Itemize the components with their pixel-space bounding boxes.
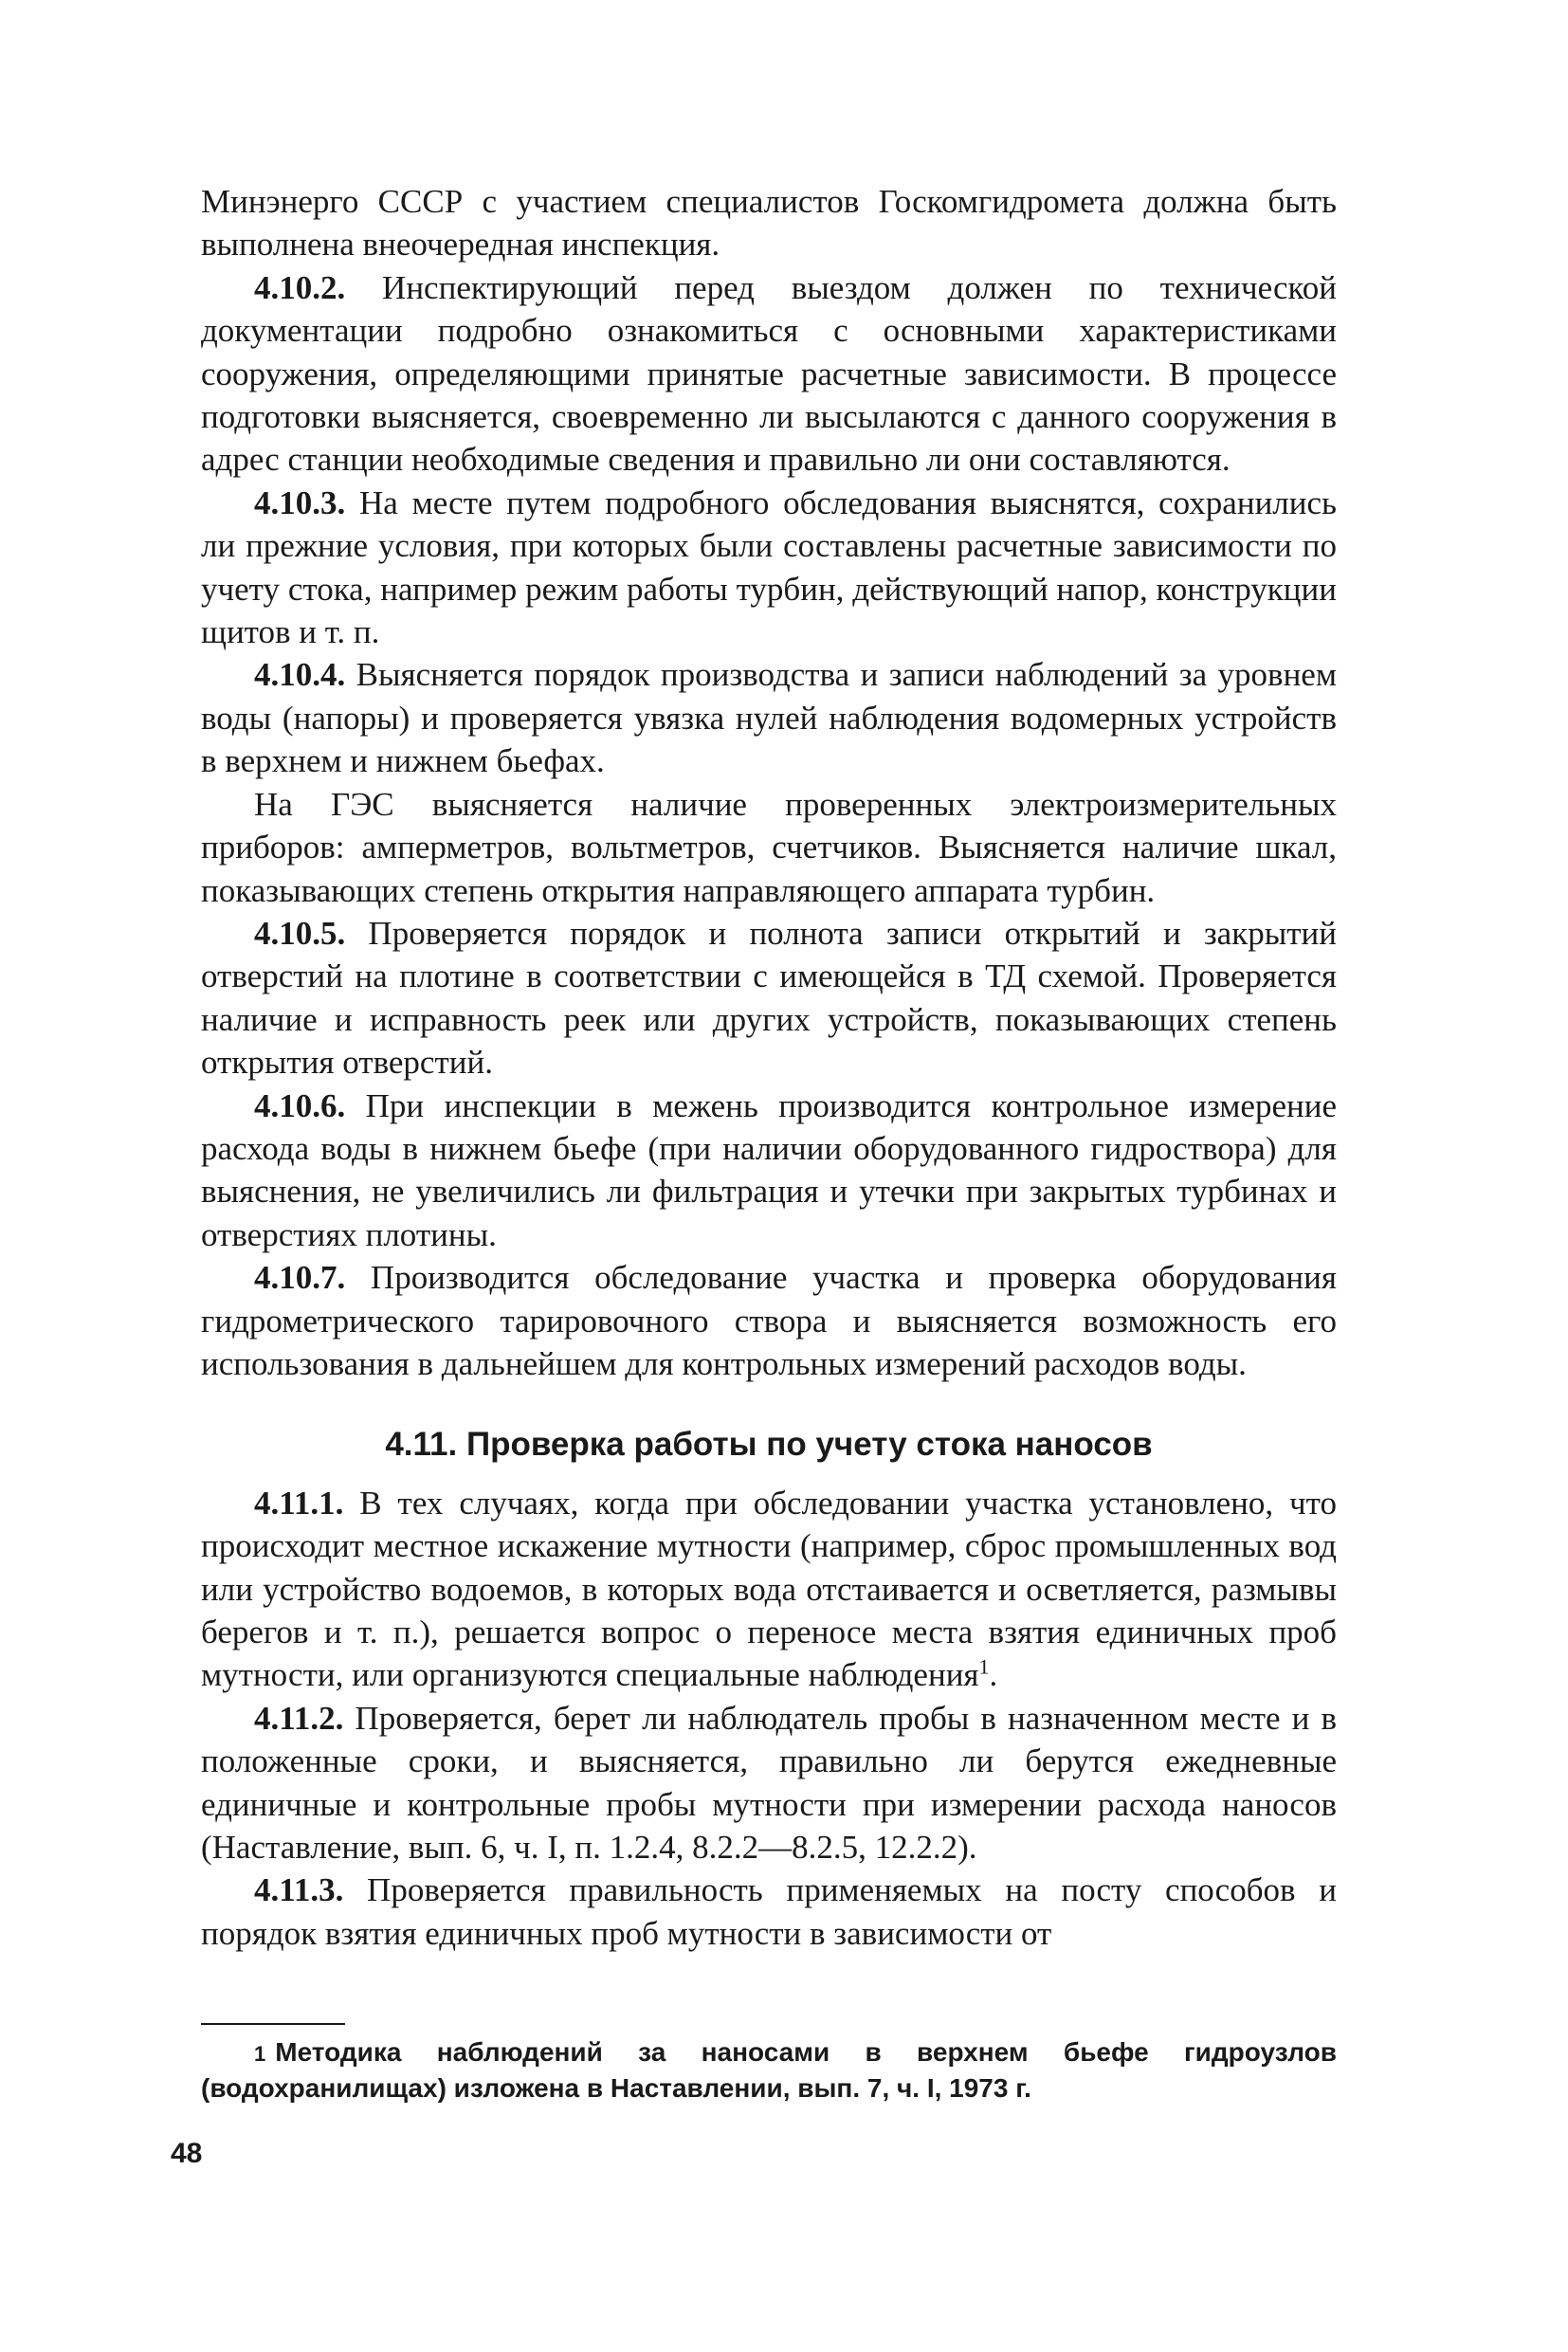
paragraph-4-10-6	[201, 1085, 1337, 1257]
paragraph-text: Проверяется порядок и полнота записи открытий и закрытий отверстий на плотине в соответствии с имеющейся в ТД схемой. Проверяется наличие и исправность реек или других устройств, показывающих степень открытия отверстий.	[201, 914, 1337, 1082]
section-heading: 4.11. Проверка работы по учету стока наносов	[385, 1426, 1153, 1464]
paragraph-4-11-1	[201, 1482, 1337, 1697]
paragraph-4-10-7	[201, 1256, 1337, 1385]
page-number: 48	[171, 2138, 203, 2169]
paragraph-number: 4.11.2.	[254, 1699, 344, 1737]
paragraph-4-10-4	[201, 653, 1337, 782]
paragraph-number: 4.10.6.	[254, 1086, 346, 1124]
paragraph-number: 4.10.7.	[254, 1259, 346, 1297]
paragraph-4-10-3	[201, 482, 1337, 654]
paragraph-hydro-station	[201, 783, 1337, 912]
paragraph-number: 4.10.2.	[254, 268, 346, 306]
paragraph-text: Выясняется порядок производства и записи наблюдений за уровнем воды (напоры) и проверяется увязка нулей наблюдения водомерных устройств в верхнем и нижнем бьефах.	[201, 656, 1337, 780]
paragraph-continuation	[201, 180, 1337, 266]
paragraph-text: Производится обследование участка и проверка оборудования гидрометрического тарировочного створа и выясняется возможность его использования в дальнейшем для контрольных измерений расходов воды.	[201, 1259, 1337, 1382]
paragraph-number: 4.11.3.	[254, 1871, 344, 1909]
page-body	[201, 180, 1337, 1955]
paragraph-text: Минэнерго СССР с участием специалистов Госкомгидромета должна быть выполнена внеочередная инспекция.	[201, 183, 1337, 264]
footnote	[201, 2035, 1337, 2106]
paragraph-4-10-2	[201, 266, 1337, 482]
footnote-divider	[201, 2023, 345, 2025]
paragraph-text: Проверяется, берет ли наблюдатель пробы в назначенном месте и в положенные сроки, и выясняется, правильно ли берутся ежедневные единичные и контрольные пробы мутности при измерении расхода наносов (Наставление, вып. 6, ч. I, п. 1.2.4, 8.2.2—8.2.5, 12.2.2).	[201, 1699, 1337, 1867]
paragraph-number: 4.10.4.	[254, 656, 346, 694]
paragraph-number: 4.10.3.	[254, 483, 346, 521]
paragraph-text: Инспектирующий перед выездом должен по технической документации подробно ознакомиться с основными характеристиками сооружения, определяющими принятые расчетные зависимости. В процессе подготовки выясняется, своевременно ли высылаются с данного сооружения в адрес станции необходимые сведения и правильно ли они составляются.	[201, 268, 1337, 479]
paragraph-4-10-5	[201, 912, 1337, 1085]
footnote-text: Методика наблюдений за наносами в верхнем бьефе гидроузлов (водохранилищах) изложена в Наставлении, вып. 7, ч. I, 1973 г.	[201, 2037, 1337, 2103]
footnote-marker: 1	[254, 2042, 266, 2066]
paragraph-text: При инспекции в межень производится контрольное измерение расхода воды в нижнем бьефе (при наличии оборудованного гидроствора) для выяснения, не увеличились ли фильтрация и утечки при закрытых турбинах и отверстиях плотины.	[201, 1086, 1337, 1253]
paragraph-text: На месте путем подробного обследования выяснятся, сохранились ли прежние условия, при которых были составлены расчетные зависимости по учету стока, например режим работы турбин, действующий напор, конструкции щитов и т. п.	[201, 483, 1337, 651]
paragraph-number: 4.10.5.	[254, 914, 346, 952]
paragraph-number: 4.11.1.	[254, 1484, 344, 1522]
paragraph-text: В тех случаях, когда при обследовании участка установлено, что происходит местное искажение мутности (например, сброс промышленных вод или устройство водоемов, в которых вода отстаивается и осветляется, размывы берегов и т. п.), решается вопрос о переносе места взятия единичных проб мутности, или организуются специальные наблюдения	[201, 1484, 1337, 1694]
paragraph-4-11-2	[201, 1697, 1337, 1869]
footnote-reference: 1	[978, 1654, 990, 1679]
paragraph-tail: .	[989, 1656, 998, 1694]
paragraph-text: Проверяется правильность применяемых на посту способов и порядок взятия единичных проб мутности в зависимости от	[201, 1871, 1337, 1952]
paragraph-text: На ГЭС выясняется наличие проверенных электроизмерительных приборов: амперметров, вольтметров, счетчиков. Выясняется наличие шкал, показывающих степень открытия направляющего аппарата турбин.	[201, 785, 1337, 909]
paragraph-4-11-3	[201, 1869, 1337, 1955]
